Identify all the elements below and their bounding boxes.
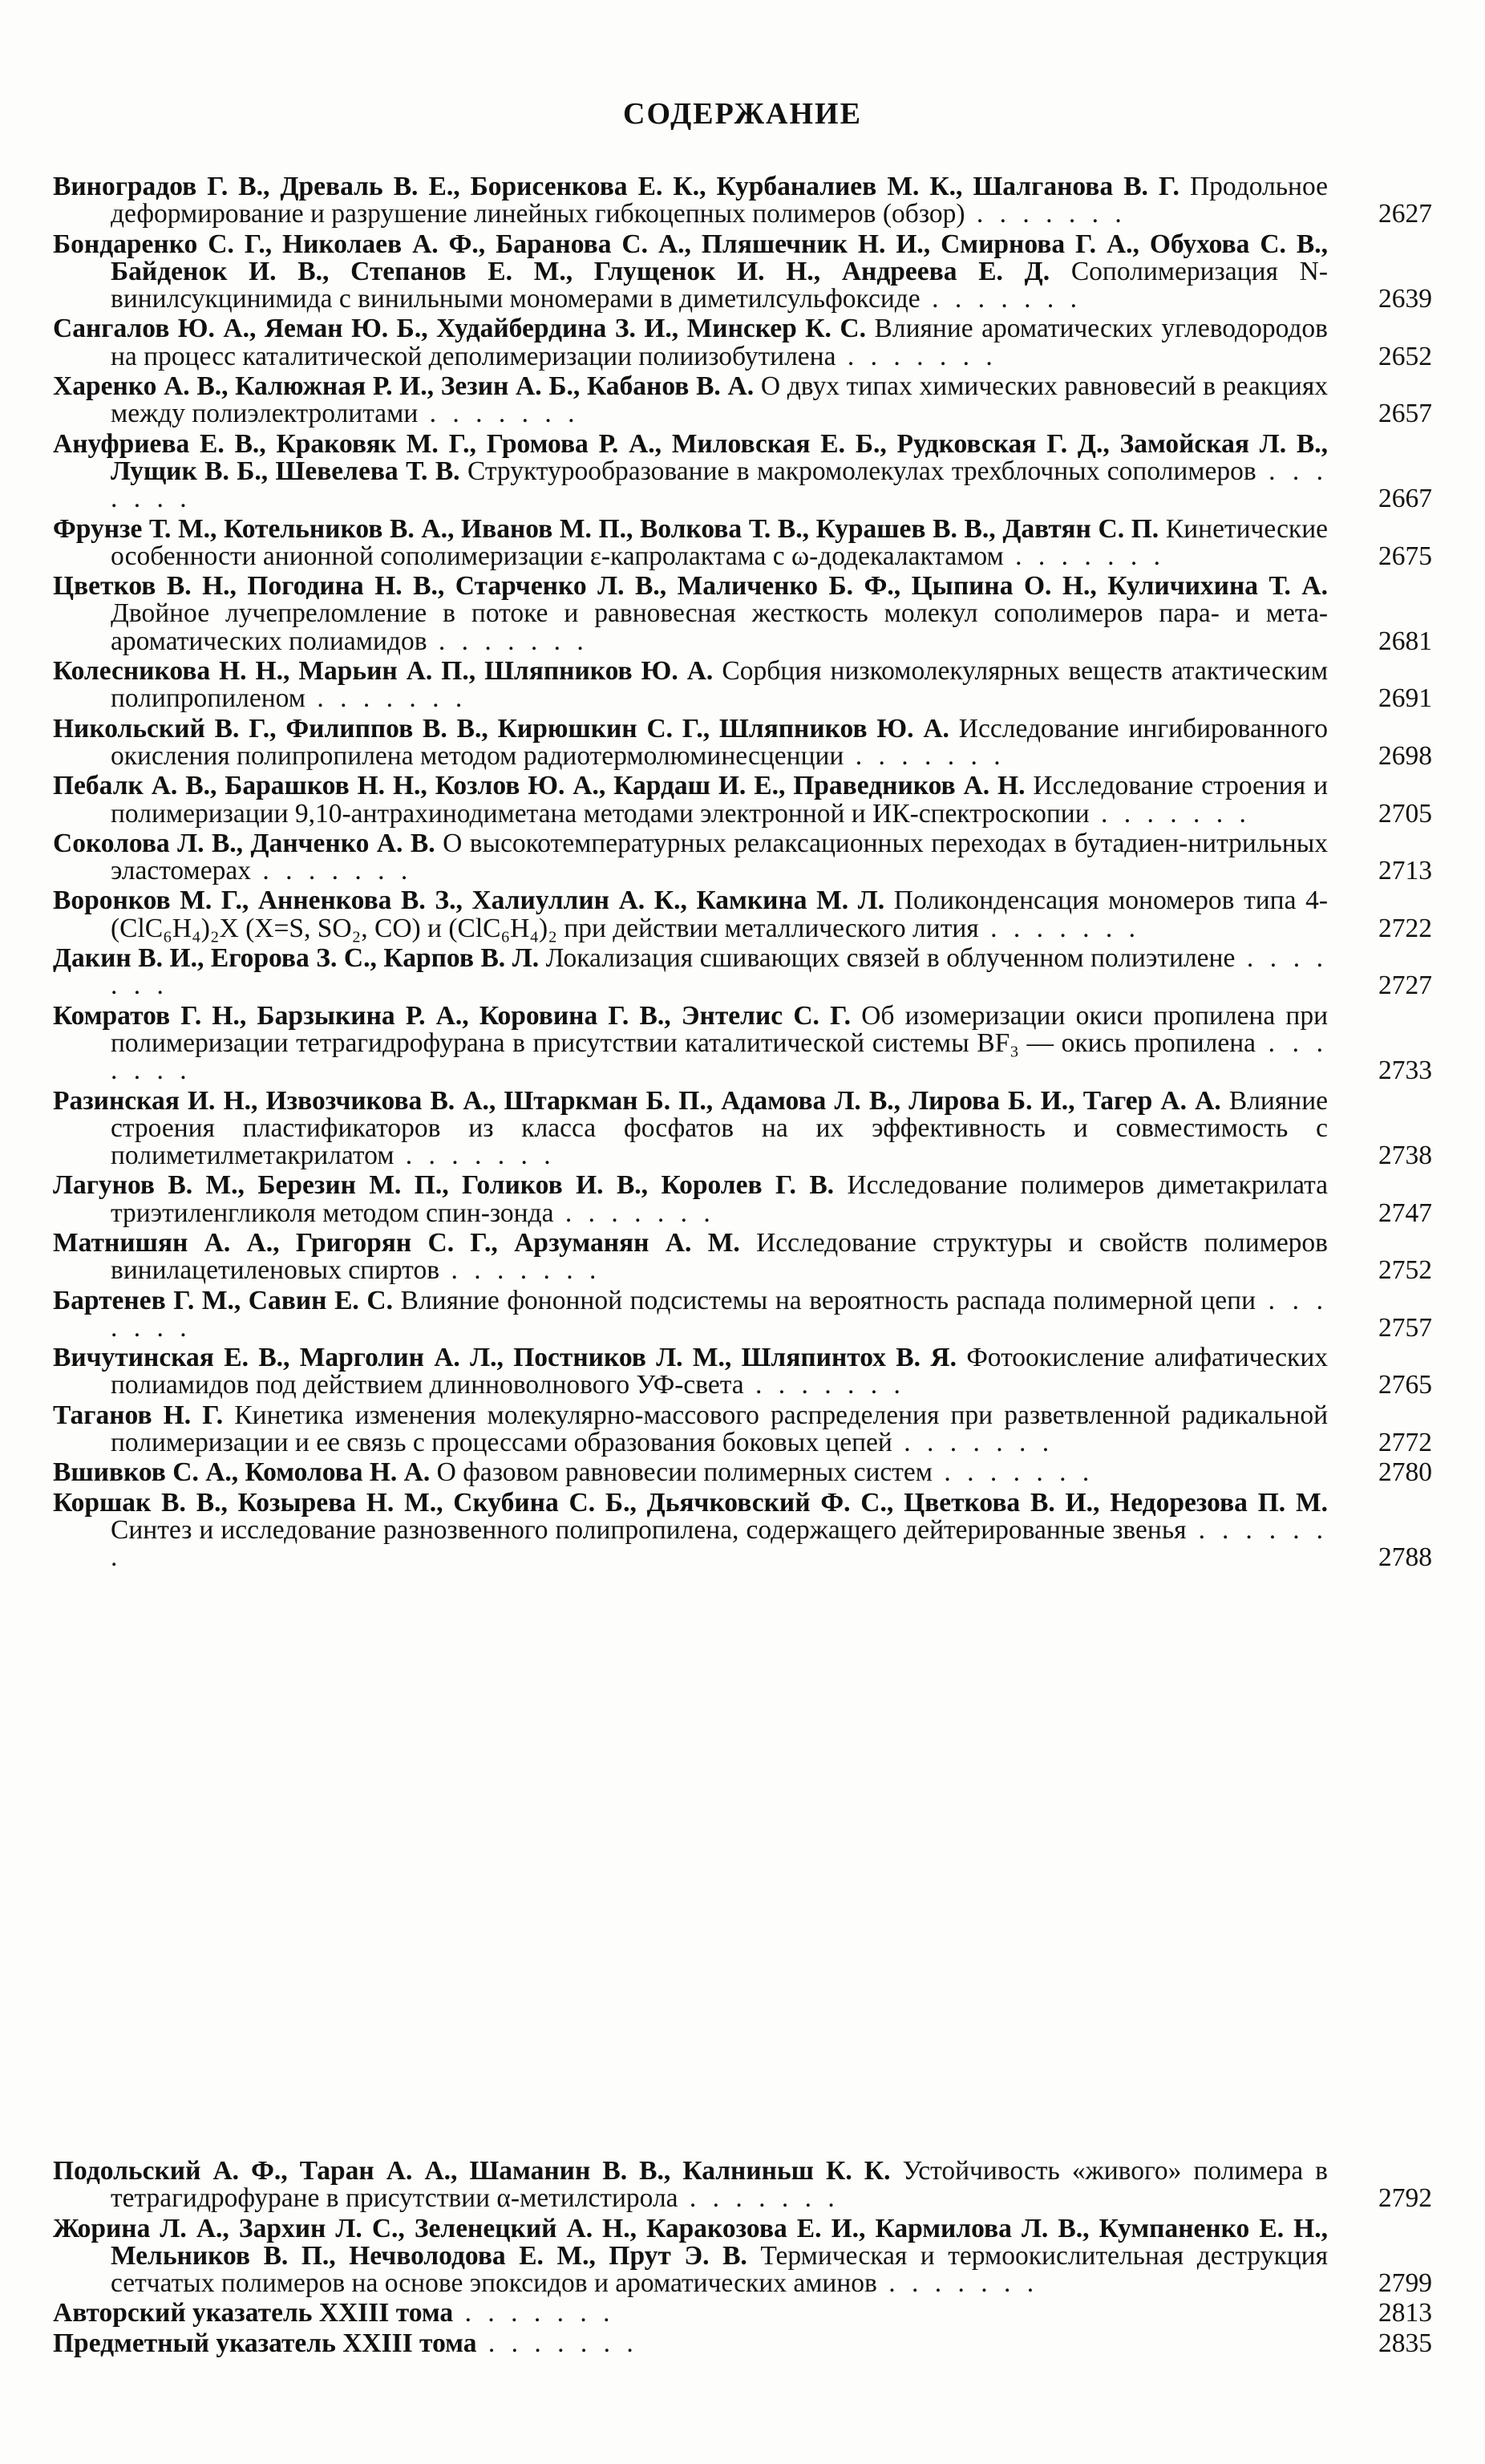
toc-entry (53, 173, 1432, 229)
entry-authors: Фрунзе Т. М., Котельников В. А., Иванов М. П., Волкова Т. В., Курашев В. В., Давтян С. П. (53, 513, 1159, 544)
entry-authors: Пебалк А. В., Барашков Н. Н., Козлов Ю. А., Кардаш И. Е., Праведников А. Н. (53, 771, 1026, 801)
dot-leader: . . . . . . . (920, 284, 1082, 314)
entry-authors: Никольский В. Г., Филиппов В. В., Кирюшкин С. Г., Шляпников Ю. А. (53, 713, 949, 744)
entry-page-number: 2780 (1378, 1457, 1432, 1488)
entry-title: Сополимеризация N-винилсукцинимида с винильными мономерами в диметилсульфоксиде (111, 256, 1328, 314)
entry-authors: Матнишян А. А., Григорян С. Г., Арзуманян А. М. (53, 1227, 740, 1258)
toc-entry (53, 1000, 1432, 1086)
toc-entry (53, 1459, 1432, 1486)
entry-title: Фотоокисление алифатических полиамидов под действием длинноволнового УФ-света (111, 1343, 1329, 1400)
toc-entry (53, 513, 1432, 571)
entry-page-number: 2747 (1378, 1198, 1432, 1228)
dot-leader: . . . . . . . (978, 913, 1140, 943)
toc-entry (53, 1085, 1432, 1171)
entry-page-number: 2765 (1378, 1370, 1432, 1400)
entry-page-number: 2639 (1378, 284, 1432, 314)
entry-page-number: 2681 (1378, 626, 1432, 656)
dot-leader: . . . . . . . (933, 1457, 1095, 1488)
toc-entry (53, 1489, 1432, 1572)
entry-title: Синтез и исследование разнозвенного полипропилена, содержащего дейтерированные звенья (111, 1514, 1187, 1545)
entry-authors: Воронков М. Г., Анненкова В. З., Халиуллин А. К., Камкина М. Л. (53, 886, 885, 916)
entry-title: Влияние фононной подсистемы на вероятность распада полимерной цепи (400, 1285, 1256, 1315)
toc-entry (53, 658, 1432, 713)
entry-page-number: 2733 (1378, 1056, 1432, 1086)
entry-authors: Вшивков С. А., Комолова Н. А. (53, 1457, 431, 1488)
toc-entry (53, 772, 1432, 828)
toc-entry (53, 715, 1432, 771)
entry-title: Исследование структуры и свойств полимеров винилацетиленовых спиртов (111, 1227, 1329, 1286)
dot-leader: . . . . . . . (876, 2268, 1039, 2299)
entry-title: Устойчивость «живого» полимера в тетрагидрофуране в присутствии α-метилстирола (111, 2156, 1328, 2214)
dot-leader: . . . . . . . (965, 199, 1127, 229)
entry-page-number: 2752 (1378, 1255, 1432, 1286)
entry-title: О фазовом равновесии полимерных систем (436, 1457, 933, 1488)
page-title: СОДЕРЖАНИЕ (623, 97, 862, 131)
entry-title: Поликонденсация мономеров типа 4-(ClC₆H₄)₂X (X=S, SO₂, CO) и (ClC₆H₄)₂ при действии металлического лития (111, 886, 1328, 943)
toc-entry (53, 373, 1432, 428)
dot-leader: . . . . . . . (553, 1198, 715, 1228)
toc-entry (53, 945, 1432, 1000)
entry-authors: Разинская И. Н., Извозчикова В. А., Штаркман Б. П., Адамова Л. В., Лирова Б. И., Тагер А. А. (53, 1085, 1221, 1116)
entry-authors: Жорина Л. А., Зархин Л. С., Зеленецкий А. Н., Каракозова Е. И., Кармилова Л. В., Кумпаненко Е. Н., Мельников В. П., Нечволодова Е. М., Прут Э. В. (53, 2213, 1328, 2271)
dot-leader: . . . . . . . (1003, 541, 1165, 571)
dot-leader: . . . . . . . (836, 341, 997, 371)
dot-leader: . . . . . . . (111, 456, 1328, 514)
entry-title: Структурообразование в макромолекулах трехблочных сополимеров (467, 456, 1256, 486)
entry-authors: Цветков В. Н., Погодина Н. В., Старченко Л. В., Маличенко Б. Ф., Цыпина О. Н., Куличихина Т. А. (53, 571, 1328, 602)
entry-page-number: 2691 (1378, 683, 1432, 714)
dot-leader: . . . . . . . (305, 683, 467, 714)
toc-entry (53, 428, 1432, 514)
entry-page-number: 2738 (1378, 1141, 1432, 1171)
dot-leader: . . . . . . . (453, 2298, 615, 2328)
entry-authors: Сангалов Ю. А., Яеман Ю. Б., Худайбердина З. И., Минскер К. С. (53, 314, 867, 344)
entry-authors: Бартенев Г. М., Савин Е. С. (53, 1285, 393, 1315)
toc-list (53, 173, 1432, 1572)
toc-entry (53, 830, 1432, 886)
entry-title: Влияние ароматических углеводородов на процесс каталитической деполимеризации полиизобутилена (111, 314, 1329, 371)
entry-title: Исследование полимеров диметакрилата триэтиленгликоля методом спин-зонда (111, 1170, 1328, 1228)
toc-list-supplement (53, 2158, 1432, 2357)
dot-leader: . . . . . . . (439, 1255, 601, 1286)
entry-page-number: 2713 (1378, 856, 1432, 886)
entry-page-number: 2727 (1378, 971, 1432, 1001)
toc-entry (53, 1172, 1432, 1227)
toc-entry (53, 1227, 1432, 1286)
entry-title: Исследование ингибированного окисления полипропилена методом радиотермолюминесценции (111, 713, 1329, 771)
entry-title: Локализация сшивающих связей в облученном полиэтилене (545, 943, 1236, 974)
entry-title: О двух типах химических равновесий в реакциях между полиэлектролитами (111, 371, 1329, 429)
dot-leader: . . . . . . . (1089, 798, 1251, 829)
entry-title: Двойное лучепреломление в потоке и равновесная жесткость молекул сополимеров пара- и мета-ароматических полиамидов (111, 598, 1328, 656)
entry-authors: Ануфриева Е. В., Краковяк М. Г., Громова Р. А., Миловская Е. Б., Рудковская Г. Д., Замойская Л. В., Лущик В. Б., Шевелева Т. В. (53, 428, 1328, 486)
toc-entry (53, 2158, 1432, 2213)
entry-authors: Предметный указатель XXIII тома (53, 2328, 477, 2358)
dot-leader: . . . . . . . (476, 2328, 638, 2358)
entry-authors: Дакин В. И., Егорова З. С., Карпов В. Л. (53, 943, 540, 974)
entry-page-number: 2657 (1378, 399, 1432, 429)
toc-entry (53, 573, 1432, 655)
dot-leader: . . . . . . . (111, 1285, 1328, 1343)
entry-page-number: 2799 (1378, 2268, 1432, 2299)
dot-leader: . . . . . . . (250, 856, 413, 886)
toc-entry (53, 2215, 1432, 2298)
dot-leader: . . . . . . . (427, 626, 589, 656)
toc-entry (53, 231, 1432, 314)
entry-page-number: 2792 (1378, 2183, 1432, 2214)
entry-authors: Виноградов Г. В., Древаль В. Е., Борисенкова Е. К., Курбаналиев М. К., Шалганова В. Г. (53, 172, 1180, 201)
entry-authors: Колесникова Н. Н., Марьин А. П., Шляпников Ю. А. (53, 656, 714, 687)
entry-title: Термическая и термоокислительная деструкция сетчатых полимеров на основе эпоксидов и ароматических аминов (111, 2240, 1328, 2299)
toc-entry (53, 887, 1432, 942)
entry-authors: Лагунов В. М., Березин М. П., Голиков И. В., Королев Г. В. (53, 1170, 835, 1201)
dot-leader: . . . . . . . (892, 1428, 1054, 1458)
entry-title: Сорбция низкомолекулярных веществ атактическим полипропиленом (111, 656, 1329, 714)
entry-authors: Подольский А. Ф., Таран А. А., Шаманин В. В., Калниньш К. К. (53, 2156, 891, 2186)
dot-leader: . . . . . . . (844, 740, 1006, 771)
toc-entry (53, 2330, 1432, 2357)
entry-authors: Коршак В. В., Козырева Н. М., Скубина С. Б., Дьячковский Ф. С., Цветкова В. И., Недорезова П. М. (53, 1487, 1328, 1518)
entry-page-number: 2757 (1378, 1312, 1432, 1343)
entry-authors: Харенко А. В., Калюжная Р. И., Зезин А. Б., Кабанов В. А. (53, 371, 755, 402)
dot-leader: . . . . . . . (418, 399, 580, 429)
entry-authors: Авторский указатель XXIII тома (53, 2298, 454, 2328)
entry-title: Об изомеризации окиси пропилена при полимеризации тетрагидрофурана в присутствии каталитической системы BF₃ — окись пропилена (111, 1000, 1328, 1058)
entry-page-number: 2722 (1378, 913, 1432, 943)
toc-entry (53, 1344, 1432, 1400)
entry-authors: Вичутинская Е. В., Марголин А. Л., Постников Л. М., Шляпинтох В. Я. (53, 1343, 957, 1373)
entry-page-number: 2667 (1378, 484, 1432, 514)
entry-title: Влияние строения пластификаторов из класса фосфатов на их эффективность и совместимость с полиметилметакрилатом (111, 1085, 1328, 1171)
toc-entry (53, 315, 1432, 371)
entry-title: Исследование строения и полимеризации 9,10-антрахинодиметана методами электронной и ИК-спектроскопии (111, 771, 1329, 829)
toc-entry (53, 1287, 1432, 1343)
dot-leader: . . . . . . . (111, 943, 1329, 1001)
entry-page-number: 2705 (1378, 798, 1432, 829)
entry-authors: Комратов Г. Н., Барзыкина Р. А., Коровина Г. В., Энтелис С. Г. (53, 1000, 852, 1031)
entry-title: Кинетика изменения молекулярно-массового распределения при разветвленной радикальной полимеризации и ее связь с процессами образования боковых цепей (111, 1400, 1328, 1458)
entry-authors: Таганов Н. Г. (53, 1400, 224, 1430)
dot-leader: . . . . . . . (111, 1027, 1328, 1086)
entry-page-number: 2813 (1378, 2298, 1432, 2328)
toc-entry (53, 1402, 1432, 1457)
dot-leader: . . . . . . . (111, 1514, 1328, 1573)
entry-title: Продольное деформирование и разрушение линейных гибкоцепных полимеров (обзор) (111, 172, 1329, 229)
dot-leader: . . . . . . . (394, 1141, 556, 1171)
entry-title: Кинетические особенности анионной сополимеризации ε-капролактама с ω-додекалактамом (111, 513, 1329, 571)
entry-page-number: 2788 (1378, 1542, 1432, 1573)
entry-authors: Бондаренко С. Г., Николаев А. Ф., Баранова С. А., Пляшечник Н. И., Смирнова Г. А., Обухова С. В., Байденок И. В., Степанов Е. М., Глущенок И. Н., Андреева Е. Д. (53, 229, 1328, 286)
entry-page-number: 2627 (1378, 199, 1432, 229)
entry-authors: Соколова Л. В., Данченко А. В. (53, 828, 435, 858)
entry-title: О высокотемпературных релаксационных переходах в бутадиен-нитрильных эластомерах (111, 828, 1328, 886)
entry-page-number: 2675 (1378, 541, 1432, 571)
dot-leader: . . . . . . . (743, 1370, 905, 1400)
entry-page-number: 2772 (1378, 1428, 1432, 1458)
toc-entry (53, 2300, 1432, 2327)
entry-page-number: 2835 (1378, 2328, 1432, 2358)
entry-page-number: 2698 (1378, 740, 1432, 771)
entry-page-number: 2652 (1378, 341, 1432, 371)
dot-leader: . . . . . . . (678, 2183, 840, 2214)
